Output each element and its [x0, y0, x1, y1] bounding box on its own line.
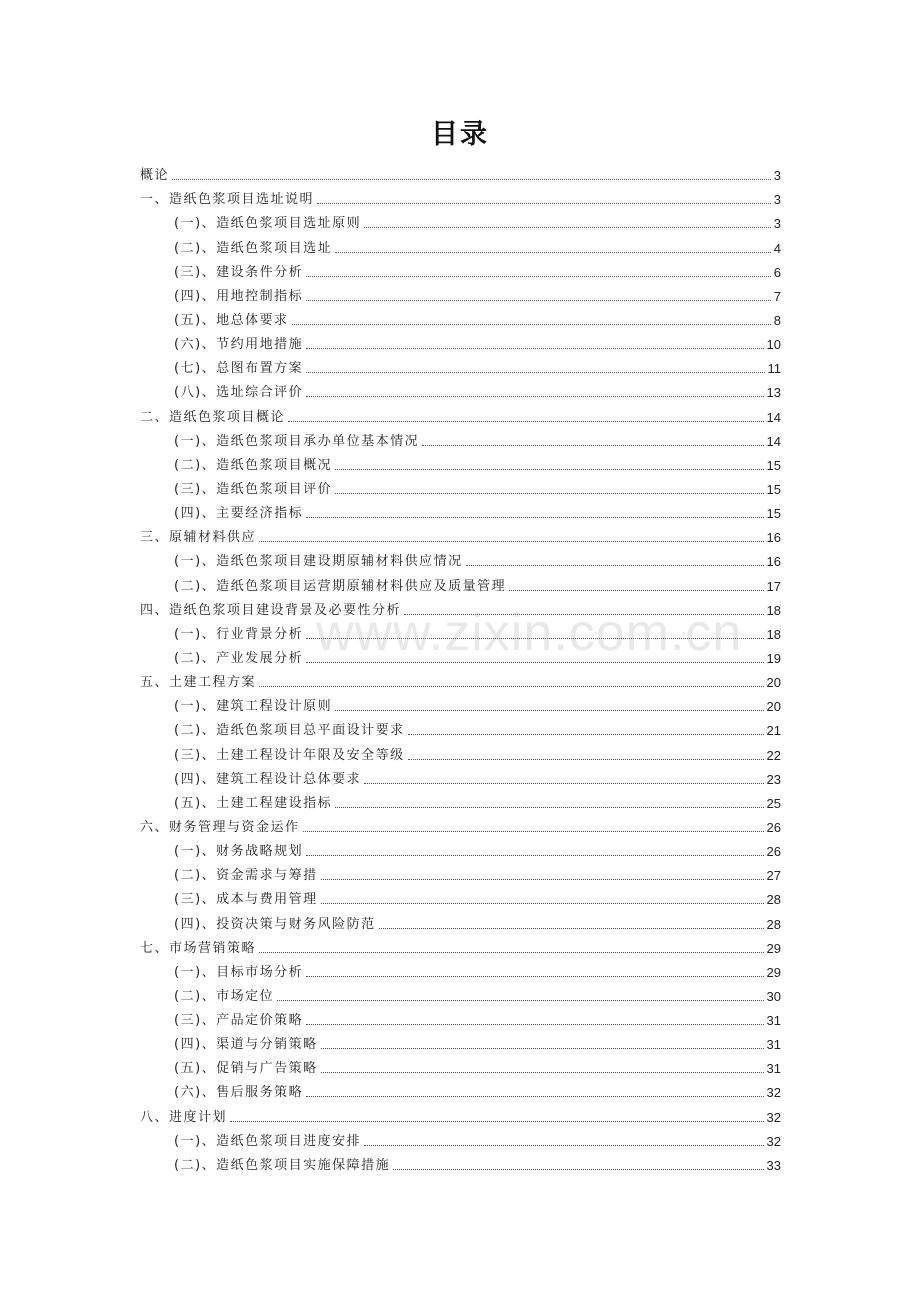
toc-section-entry[interactable]: [140, 643, 781, 667]
dot-leader: [466, 565, 764, 566]
dot-leader: [288, 421, 764, 422]
dot-leader: [306, 855, 763, 856]
dot-leader: [259, 541, 764, 542]
toc-section-entry[interactable]: [140, 329, 781, 353]
toc-chapter-entry[interactable]: [140, 933, 781, 957]
dot-leader: [317, 203, 771, 204]
toc-page-number: 32: [766, 1133, 781, 1149]
toc-chapter-entry[interactable]: [140, 160, 781, 184]
toc-entry-label: (三)、产品定价策略: [174, 1013, 304, 1029]
dot-leader: [321, 1072, 764, 1073]
toc-entry-label: (二)、造纸色浆项目选址: [174, 240, 333, 256]
toc-entry-label: (五)、土建工程建设指标: [174, 795, 333, 811]
toc-section-entry[interactable]: [140, 619, 781, 643]
toc-page-number: 28: [766, 916, 781, 932]
toc-page-number: 17: [766, 578, 781, 594]
toc-page-number: 31: [766, 1013, 781, 1029]
toc-section-entry[interactable]: [140, 981, 781, 1005]
toc-page-number: 13: [766, 385, 781, 401]
toc-entry-label: (一)、目标市场分析: [174, 964, 304, 980]
toc-section-entry[interactable]: [140, 257, 781, 281]
toc-section-entry[interactable]: [140, 353, 781, 377]
toc-section-entry[interactable]: [140, 281, 781, 305]
toc-entry-label: (六)、售后服务策略: [174, 1085, 304, 1101]
toc-entry-label: (三)、成本与费用管理: [174, 892, 318, 908]
toc-entry-label: (四)、渠道与分销策略: [174, 1037, 318, 1053]
toc-chapter-entry[interactable]: [140, 667, 781, 691]
toc-entry-label: (五)、促销与广告策略: [174, 1061, 318, 1077]
toc-entry-label: (八)、选址综合评价: [174, 385, 304, 401]
dot-leader: [306, 1096, 763, 1097]
toc-entry-label: 二、造纸色浆项目概论: [140, 409, 286, 425]
toc-entry-label: (六)、节约用地措施: [174, 337, 304, 353]
toc-entry-label: (四)、主要经济指标: [174, 506, 304, 522]
dot-leader: [306, 396, 763, 397]
toc-section-entry[interactable]: [140, 1126, 781, 1150]
toc-page-number: 30: [766, 988, 781, 1004]
toc-chapter-entry[interactable]: [140, 595, 781, 619]
toc-section-entry[interactable]: [140, 570, 781, 594]
toc-entry-label: (二)、产业发展分析: [174, 650, 304, 666]
dot-leader: [335, 807, 763, 808]
toc-page-number: 18: [766, 626, 781, 642]
dot-leader: [306, 348, 763, 349]
dot-leader: [306, 276, 771, 277]
toc-entry-label: (二)、造纸色浆项目总平面设计要求: [174, 723, 405, 739]
toc-page-number: 18: [766, 602, 781, 618]
toc-section-entry[interactable]: [140, 305, 781, 329]
toc-section-entry[interactable]: [140, 450, 781, 474]
toc-page-number: 21: [766, 723, 781, 739]
dot-leader: [306, 1024, 763, 1025]
toc-page-number: 10: [766, 337, 781, 353]
toc-page-number: 29: [766, 940, 781, 956]
toc-section-entry[interactable]: [140, 836, 781, 860]
toc-page-number: 6: [773, 264, 781, 280]
toc-page-number: 16: [766, 530, 781, 546]
dot-leader: [321, 1048, 764, 1049]
toc-section-entry[interactable]: [140, 1053, 781, 1077]
toc-section-entry[interactable]: [140, 1077, 781, 1101]
toc-section-entry[interactable]: [140, 908, 781, 932]
toc-section-entry[interactable]: [140, 1150, 781, 1174]
toc-entry-label: (二)、造纸色浆项目概况: [174, 457, 333, 473]
toc-entry-label: 一、造纸色浆项目选址说明: [140, 192, 315, 208]
dot-leader: [404, 614, 764, 615]
toc-section-entry[interactable]: [140, 1005, 781, 1029]
toc-title: 目录: [431, 119, 489, 150]
toc-entry-label: (二)、造纸色浆项目实施保障措施: [174, 1157, 391, 1173]
toc-page-number: 3: [773, 168, 781, 184]
table-of-contents: [140, 160, 781, 1174]
toc-entry-label: (三)、造纸色浆项目评价: [174, 481, 333, 497]
toc-chapter-entry[interactable]: [140, 184, 781, 208]
toc-page-number: 7: [773, 288, 781, 304]
toc-page-number: 15: [766, 457, 781, 473]
dot-leader: [303, 831, 764, 832]
toc-page-number: 32: [766, 1085, 781, 1101]
dot-leader: [292, 324, 771, 325]
toc-page-number: 15: [766, 481, 781, 497]
dot-leader: [306, 976, 763, 977]
dot-leader: [364, 227, 771, 228]
toc-entry-label: (二)、市场定位: [174, 988, 275, 1004]
toc-entry-label: (七)、总图布置方案: [174, 361, 304, 377]
toc-section-entry[interactable]: [140, 498, 781, 522]
toc-page-number: 33: [766, 1157, 781, 1173]
toc-page-number: 26: [766, 844, 781, 860]
toc-page-number: 14: [766, 409, 781, 425]
toc-entry-label: (一)、造纸色浆项目承办单位基本情况: [174, 433, 420, 449]
dot-leader: [422, 445, 763, 446]
toc-page-number: 22: [766, 747, 781, 763]
dot-leader: [393, 1169, 763, 1170]
toc-page-number: 3: [773, 192, 781, 208]
toc-section-entry[interactable]: [140, 788, 781, 812]
toc-entry-label: (一)、造纸色浆项目进度安排: [174, 1133, 362, 1149]
toc-section-entry[interactable]: [140, 546, 781, 570]
dot-leader: [335, 252, 771, 253]
dot-leader: [306, 662, 763, 663]
toc-entry-label: (四)、用地控制指标: [174, 288, 304, 304]
toc-entry-label: (一)、建筑工程设计原则: [174, 699, 333, 715]
dot-leader: [335, 469, 763, 470]
toc-chapter-entry[interactable]: [140, 1101, 781, 1125]
toc-entry-label: (二)、资金需求与筹措: [174, 868, 318, 884]
toc-page-number: 29: [766, 964, 781, 980]
toc-section-entry[interactable]: [140, 691, 781, 715]
toc-entry-label: 六、财务管理与资金运作: [140, 819, 300, 835]
toc-page-number: 8: [773, 312, 781, 328]
toc-section-entry[interactable]: [140, 232, 781, 256]
toc-page-number: 20: [766, 675, 781, 691]
toc-entry-label: (一)、财务战略规划: [174, 844, 304, 860]
toc-page-number: 16: [766, 554, 781, 570]
dot-leader: [379, 928, 764, 929]
toc-entry-label: (五)、地总体要求: [174, 312, 289, 328]
toc-section-entry[interactable]: [140, 764, 781, 788]
dot-leader: [408, 734, 764, 735]
toc-page-number: 11: [767, 361, 781, 377]
dot-leader: [335, 493, 763, 494]
dot-leader: [259, 686, 764, 687]
dot-leader: [321, 903, 764, 904]
dot-leader: [364, 783, 763, 784]
dot-leader: [306, 517, 763, 518]
dot-leader: [259, 952, 764, 953]
toc-page-number: 20: [766, 699, 781, 715]
toc-page-number: 25: [766, 795, 781, 811]
dot-leader: [172, 179, 771, 180]
toc-chapter-entry[interactable]: [140, 401, 781, 425]
dot-leader: [509, 590, 763, 591]
toc-entry-label: (一)、造纸色浆项目建设期原辅材料供应情况: [174, 554, 463, 570]
dot-leader: [408, 759, 764, 760]
toc-chapter-entry[interactable]: [140, 812, 781, 836]
toc-entry-label: (二)、造纸色浆项目运营期原辅材料供应及质量管理: [174, 578, 507, 594]
toc-section-entry[interactable]: [140, 208, 781, 232]
toc-entry-label: 五、土建工程方案: [140, 675, 257, 691]
toc-section-entry[interactable]: [140, 474, 781, 498]
toc-page-number: 14: [766, 433, 781, 449]
toc-page-number: 19: [766, 650, 781, 666]
dot-leader: [230, 1121, 764, 1122]
toc-page-number: 28: [766, 892, 781, 908]
toc-page-number: 31: [766, 1037, 781, 1053]
toc-entry-label: 三、原辅材料供应: [140, 530, 257, 546]
toc-entry-label: (一)、造纸色浆项目选址原则: [174, 216, 362, 232]
toc-page-number: 31: [766, 1061, 781, 1077]
toc-entry-label: (一)、行业背景分析: [174, 626, 304, 642]
dot-leader: [306, 638, 763, 639]
dot-leader: [306, 372, 764, 373]
dot-leader: [277, 1000, 763, 1001]
dot-leader: [306, 300, 771, 301]
toc-page-number: 27: [766, 868, 781, 884]
toc-section-entry[interactable]: [140, 1029, 781, 1053]
dot-leader: [364, 1145, 763, 1146]
toc-entry-label: 七、市场营销策略: [140, 940, 257, 956]
toc-entry-label: (四)、投资决策与财务风险防范: [174, 916, 376, 932]
toc-entry-label: 四、造纸色浆项目建设背景及必要性分析: [140, 602, 402, 618]
toc-section-entry[interactable]: [140, 860, 781, 884]
toc-section-entry[interactable]: [140, 715, 781, 739]
dot-leader: [321, 879, 764, 880]
toc-page-number: 23: [766, 771, 781, 787]
toc-section-entry[interactable]: [140, 739, 781, 763]
toc-entry-label: 概论: [140, 168, 170, 184]
toc-page-number: 3: [773, 216, 781, 232]
toc-section-entry[interactable]: [140, 884, 781, 908]
toc-entry-label: (三)、建设条件分析: [174, 264, 304, 280]
toc-page-number: 4: [773, 240, 781, 256]
toc-section-entry[interactable]: [140, 377, 781, 401]
toc-page-number: 15: [766, 506, 781, 522]
toc-entry-label: 八、进度计划: [140, 1109, 228, 1125]
toc-entry-label: (四)、建筑工程设计总体要求: [174, 771, 362, 787]
watermark: www.zixin.com.cn: [316, 604, 743, 662]
toc-entry-label: (三)、土建工程设计年限及安全等级: [174, 747, 405, 763]
toc-section-entry[interactable]: [140, 957, 781, 981]
toc-page-number: 32: [766, 1109, 781, 1125]
toc-section-entry[interactable]: [140, 426, 781, 450]
toc-chapter-entry[interactable]: [140, 522, 781, 546]
toc-page-number: 26: [766, 819, 781, 835]
dot-leader: [335, 710, 763, 711]
